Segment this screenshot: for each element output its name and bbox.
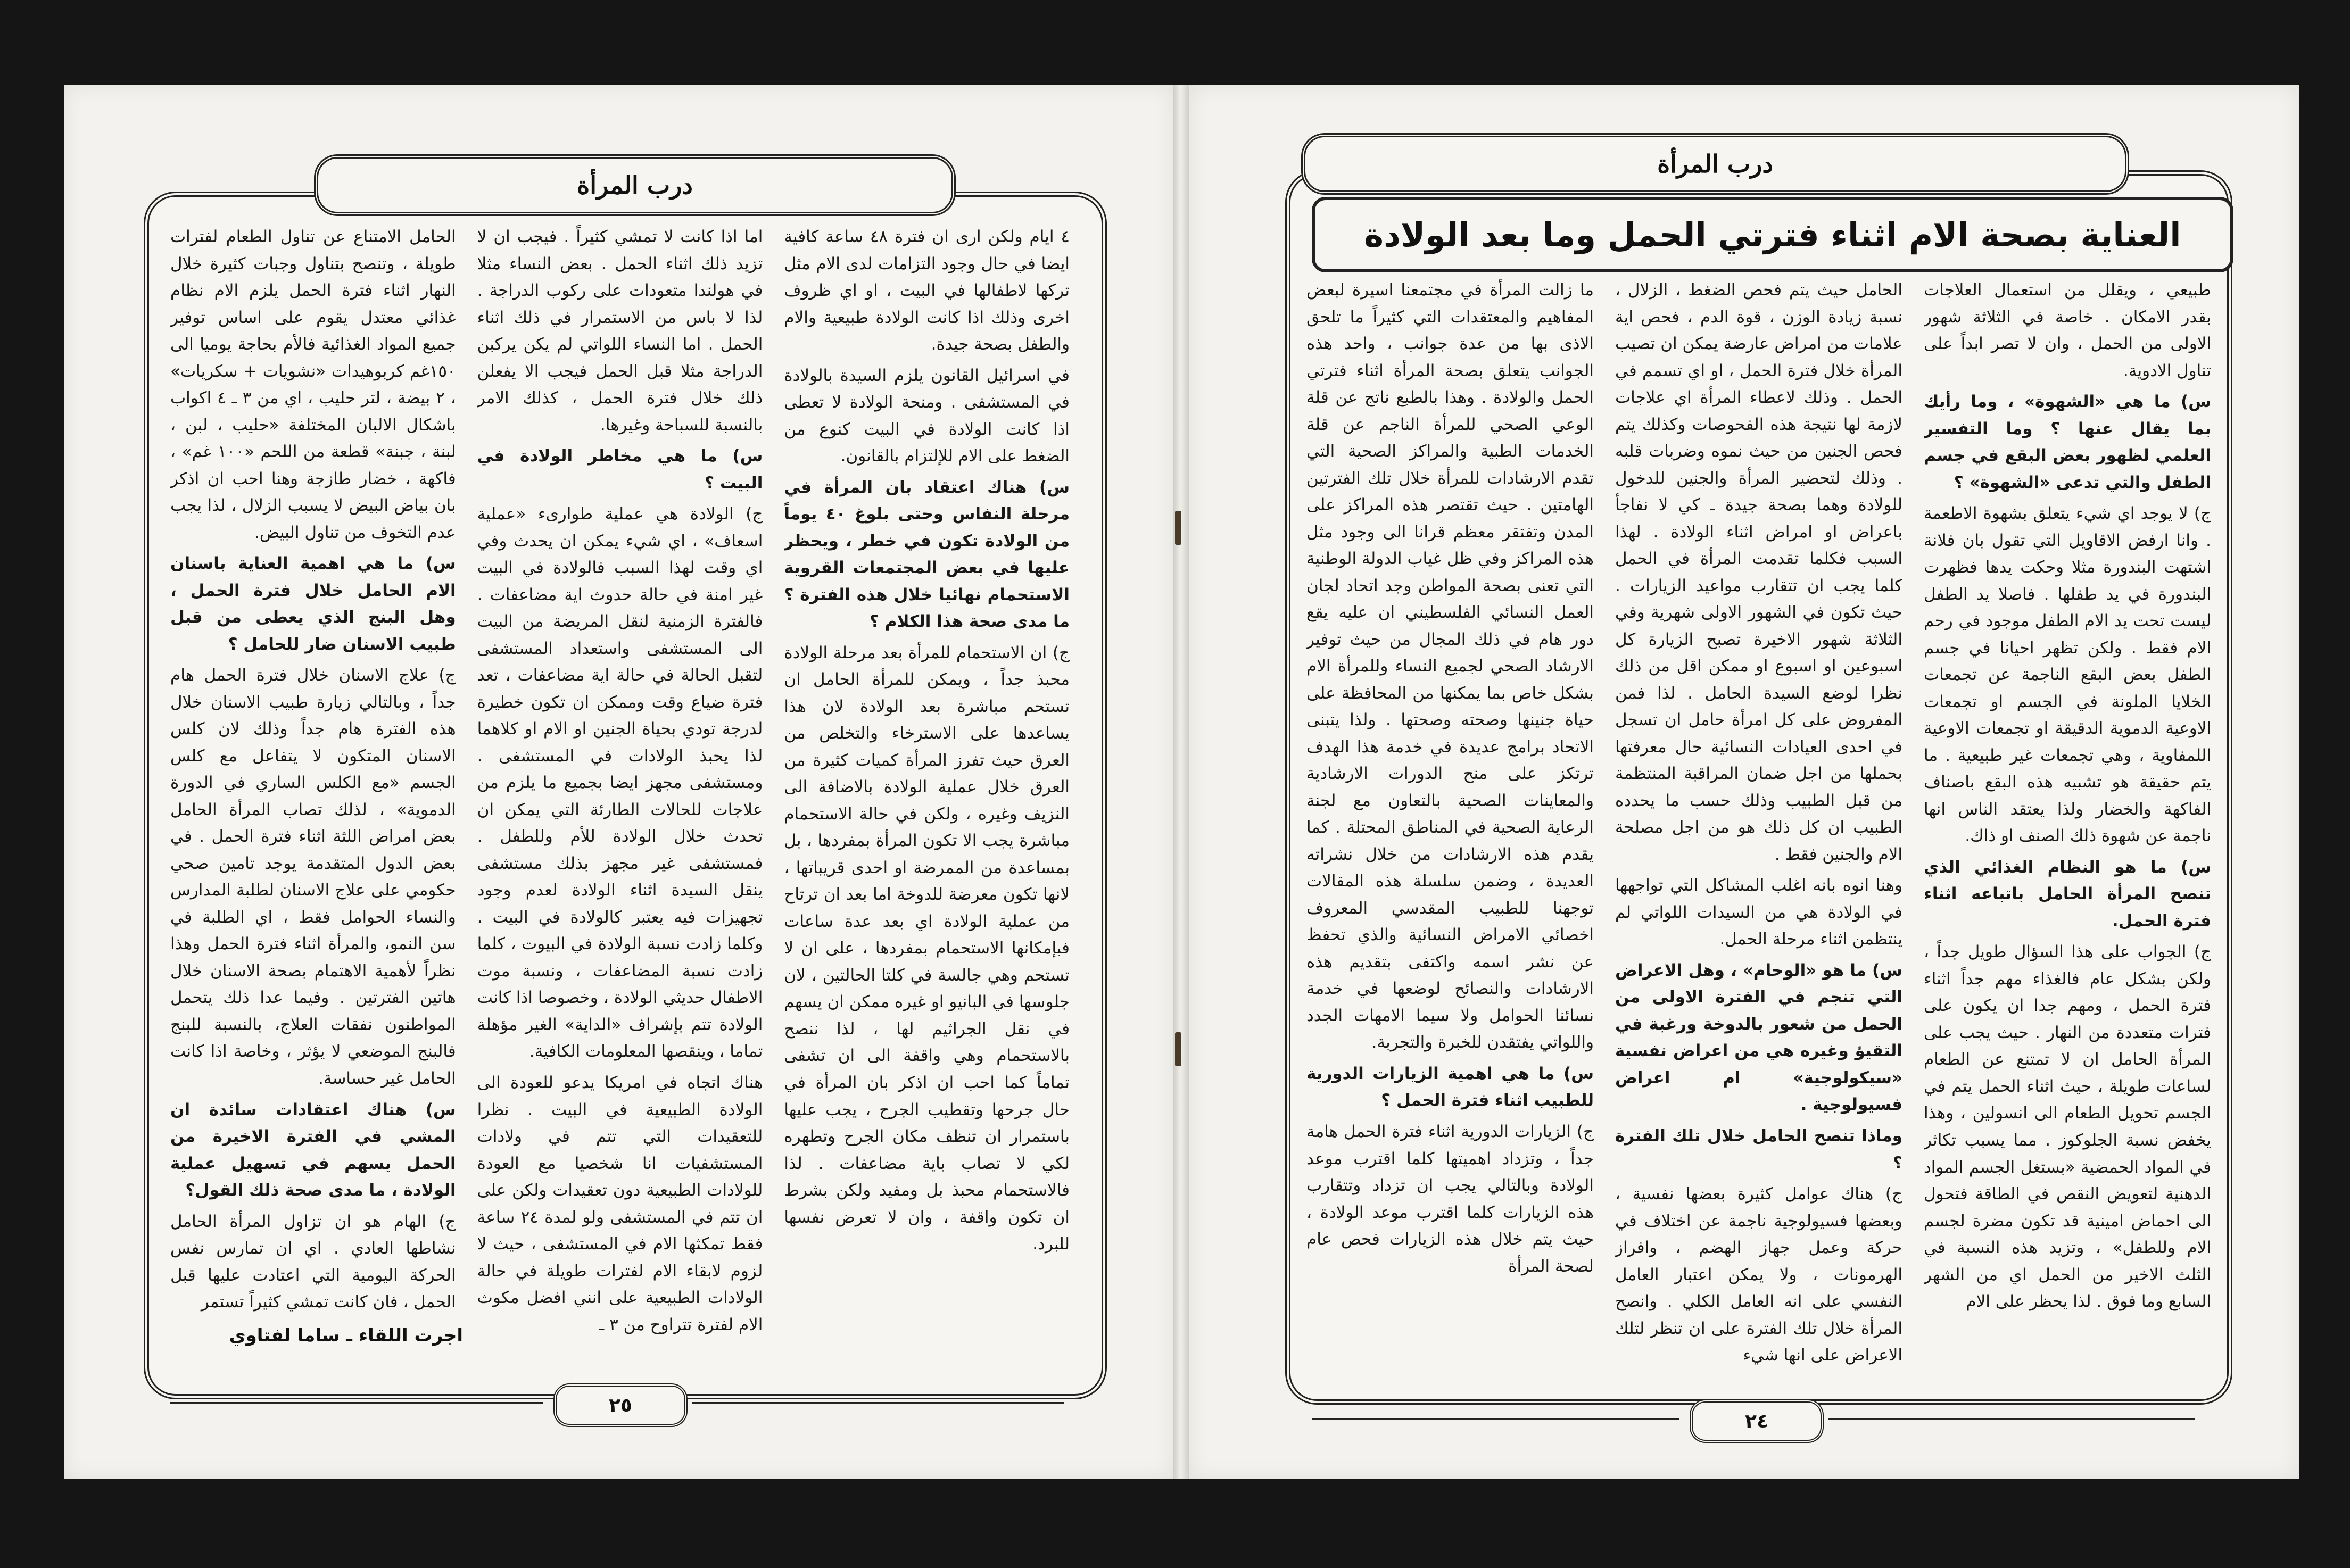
page-number: ٢٤ [1690, 1399, 1824, 1443]
interview-credit: اجرت اللقاء ـ ساما لفتاوي [229, 1325, 463, 1346]
divider [692, 1402, 1064, 1404]
question: س) هناك اعتقادات سائدة ان المشي في الفترة الاخيرة من الحمل يسهم في تسهيل عملية الولادة ، ما مدى صحة ذلك القول؟ [170, 1100, 456, 1200]
column-3 [1924, 277, 2211, 1367]
column-1 [170, 223, 456, 1351]
question: س) ما هي «الشهوة» ، وما رأيك بما يقال عنها ؟ وما التفسير العلمي لظهور بعض البقع في جسم الطفل والتي تدعى «الشهوة» ؟ [1924, 392, 2211, 492]
paragraph: ما زالت المرأة في مجتمعنا اسيرة لبعض المفاهيم والمعتقدات التي كثيراً ما تلحق الاذى بها من عدة جوانب ، واحد هذه الجوانب يتعلق بصحة المرأة اثناء فترتي الحمل والولادة . وهذا بالطبع ناتج عن قلة الوعي الصحي للمرأة الناجم عن قلة الخدمات الطبية والمراكز الصحية التي تقدم الارشادات للمرأة خلال تلك الفترتين الهامتين . حيث تقتصر هذه المراكز على المدن وتفتقر معظم قرانا الى وجود مثل هذه المراكز وفي ظل غياب الدولة الوطنية التي تعنى بصحة المواطن وجد اتحاد لجان العمل النسائي الفلسطيني ان عليه يقع دور هام في ذلك المجال من حيث توفير الارشاد الصحي لجميع النساء وللمرأة الام بشكل خاص بما يمكنها من المحافظة على حياة جنينها وصحته وصحتها . ولذا يتبنى الاتحاد برامج عديدة في خدمة هذا الهدف ترتكز على منح الدورات الارشادية والمعاينات الصحية بالتعاون مع لجنة الرعاية الصحية في المناطق المحتلة . كما يقدم هذه الارشادات من خلال نشراته العديدة ، وضمن سلسلة هذه المقالات توجهنا للطبيب المقدسي المعروف اخصائي الامراض النسائية والذي تحفظ عن نشر اسمه واكتفى بتقديم هذه الارشادات والنصائح لوضعها في خدمة نسائنا الحوامل ولا سيما الامهات الجدد واللواتي يفتقدن للخبرة والتجربة. [1306, 280, 1594, 1052]
answer: ج) علاج الاسنان خلال فترة الحمل هام جداً ، وبالتالي زيارة طبيب الاسنان خلال هذه الفترة هام جداً وذلك لان كلس الاسنان المتكون لا يتفاعل مع كلس الجسم «مع الكلس الساري في الدورة الدموية» ، لذلك تصاب المرأة الحامل بعض امراض اللثة اثناء فترة الحمل . في بعض الدول المتقدمة يوجد تامين صحي حكومي على علاج الاسنان لطلبة المدارس والنساء الحوامل فقط ، اي الطلبة في سن النمو، والمرأة اثناء فترة الحمل وهذا نظراً لأهمية الاهتمام بصحة الاسنان خلال هاتين الفترتين . وفيما عدا ذلك يتحمل المواطنون نفقات العلاج، بالنسبة للبنج فالبنج الموضعي لا يؤثر ، وخاصة اذا كانت الحامل غير حساسة. [170, 666, 456, 1088]
divider [1828, 1418, 2195, 1420]
divider [170, 1402, 543, 1404]
staple [1175, 1032, 1181, 1066]
column-1 [1306, 277, 1594, 1367]
answer: ج) الزيارات الدورية اثناء فترة الحمل هامة جداً ، وتزداد اهميتها كلما اقترب موعد الولادة وبالتالي يجب ان تزداد وتتقارب هذه الزيارات كلما اقترب موعد الولادة ، حيث يتم خلال هذه الزيارات فحص عام لصحة المرأة [1306, 1122, 1594, 1276]
article-columns [1306, 277, 2211, 1367]
paragraph: في اسرائيل القانون يلزم السيدة بالولادة في المستشفى . ومنحة الولادة لا تعطى اذا كانت الولادة في البيت كنوع من الضغط على الام للإلتزام بالقانون. [784, 366, 1070, 466]
section-header: درب المرأة [1301, 133, 2129, 195]
question: س) ما هو «الوحام» ، وهل الاعراض التي تنجم في الفترة الاولى من الحمل من شعور بالدوخة ورغبة في التقيؤ وغيره هي من اعراض نفسية «سيكولوجية» ام اعراض فسيولوجية . [1615, 960, 1902, 1115]
answer: ج) الولادة هي عملية طوارىء «عملية اسعاف» ، اي شيء يمكن ان يحدث وفي اي وقت لهذا السبب فالولادة في البيت غير امنة في حالة حدوث اية مضاعفات . فالفترة الزمنية لنقل المريضة من البيت الى المستشفى واستعداد المستشفى لتقبل الحالة في حالة اية مضاعفات ، تعد فترة ضياع وقت وممكن ان تكون خطيرة لدرجة تودي بحياة الجنين او الام او كلاهما لذا يحبذ الولادات في المستشفى . ومستشفى مجهز ايضا بجميع ما يلزم من علاجات للحالات الطارئة التي يمكن ان تحدث خلال الولادة للأم وللطفل . فمستشفى غير مجهز بذلك مستشفى ينقل السيدة اثناء الولادة لعدم وجود تجهيزات فيه يعتبر كالولادة في البيت . وكلما زادت نسبة الولادة في البيوت ، كلما زادت نسبة المضاعفات ، ونسبة موت الاطفال حديثي الولادة ، وخصوصا اذا كانت الولادة تتم بإشراف «الداية» الغير مؤهلة تماما ، وينقصها المعلومات الكافية. [477, 504, 763, 1061]
answer: ج) هناك عوامل كثيرة بعضها نفسية ، وبعضها فسيولوجية ناجمة عن اختلاف في حركة وعمل جهاز الهضم ، وافراز الهرمونات ، ولا يمكن اعتبار العامل النفسي على انه العامل الكلي . وانصح المرأة خلال تلك الفترة على ان تنظر لتلك الاعراض على انها شيء [1615, 1184, 1902, 1365]
answer: ج) ان الاستحمام للمرأة بعد مرحلة الولادة محبذ جداً ، ويمكن للمرأة الحامل ان تستحم مباشرة بعد الولادة لان هذا يساعدها على الاسترخاء والتخلص من العرق حيث تفرز المرأة كميات كثيرة من العرق خلال عملية الولادة بالاضافة الى النزيف وغيره ، ولكن في حالة الاستحمام مباشرة يجب الا تكون المرأة بمفردها ، بل بمساعدة من الممرضة او احدى قريباتها ، لانها تكون معرضة للدوخة اما بعد ان ترتاح من عملية الولادة اي بعد عدة ساعات فبإمكانها الاستحمام بمفردها ، على ان لا تستحم وهي جالسة في كلتا الحالتين ، لان جلوسها في البانيو او غيره ممكن ان يسهم في نقل الجراثيم لها ، لذا ننصح بالاستحمام وهي واقفة الى ان تشفى تماماً كما احب ان اذكر بان المرأة في حال جرحها وتقطيب الجرح ، يجب عليها باستمرار ان تنظف مكان الجرح وتطهره لكي لا تصاب باية مضاعفات . لذا فالاستحمام محبذ بل ومفيد ولكن بشرط ان تكون واقفة ، وان لا تعرض نفسها للبرد. [784, 643, 1070, 1254]
paragraph: هناك اتجاه في امريكا يدعو للعودة الى الولادة الطبيعية في البيت . نظرا للتعقيدات التي تتم في ولادات المستشفيات انا شخصيا مع العودة للولادات الطبيعية دون تعقيدات ولكن على ان تتم في المستشفى ولو لمدة ٢٤ ساعة فقط تمكثها الام في المستشفى ، حيث لا لزوم لابقاء الام لفترات طويلة في حالة الولادات الطبيعية على انني افضل مكوث الام لفترة تتراوح من ٣ ـ [477, 1073, 763, 1334]
page-number: ٢٥ [553, 1383, 688, 1427]
column-3 [784, 223, 1070, 1351]
question: س) ما هي اهمية الزيارات الدورية للطبيب اثناء فترة الحمل ؟ [1306, 1064, 1594, 1110]
paragraph: ٤ ايام ولكن ارى ان فترة ٤٨ ساعة كافية ايضا في حال وجود التزامات لدى الام مثل تركها لاطفالها في البيت ، او اي ظروف اخرى وذلك اذا كانت الولادة طبيعية والام والطفل بصحة جيدة. [784, 227, 1070, 354]
paragraph: الحامل الامتناع عن تناول الطعام لفترات طويلة ، وتنصح بتناول وجبات كثيرة خلال النهار اثناء فترة الحمل يلزم الام نظام غذائي معتدل يقوم على اساس توفير جميع المواد الغذائية فالأم بحاجة يوميا الى ١٥٠غم كربوهيدات «نشويات + سكريات» ، ٢ بيضة ، لتر حليب ، اي من ٣ ـ ٤ اكواب باشكال الالبان المختلفة «حليب ، لبن ، لبنة ، جبنة» قطعة من اللحم «١٠٠ غم» ، فاكهة ، خضار طازجة وهنا احب ان اذكر بان بياض البيض لا يسبب الزلال ، لذا يجب عدم التخوف من تناول البيض. [170, 227, 456, 542]
article-columns [170, 223, 1070, 1351]
column-2 [477, 223, 763, 1351]
right-page [1189, 85, 2299, 1479]
left-page [64, 85, 1173, 1479]
article-headline: العناية بصحة الام اثناء فترتي الحمل وما بعد الولادة [1312, 197, 2233, 272]
paragraph: الحامل حيث يتم فحص الضغط ، الزلال ، نسبة زيادة الوزن ، قوة الدم ، فحص اية علامات من امراض عارضة يمكن ان تصيب المرأة خلال فترة الحمل ، او اي تسمم في الحمل . وذلك لاعطاء المرأة اي علاجات لازمة لها نتيجة هذه الفحوصات وكذلك يتم فحص الجنين من حيث نموه وضربات قلبه . وذلك لتحضير المرأة والجنين للدخول للولادة وهما بصحة جيدة ـ كي لا نفاجأ باعراض او امراض اثناء الولادة . لهذا السبب فكلما تقدمت المرأة في الحمل كلما يجب ان تتقارب مواعيد الزيارات . حيث تكون في الشهور الاولى شهرية وفي الثلاثة شهور الاخيرة تصبح الزيارة كل اسبوعين او اسبوع او ممكن اقل من ذلك نظرا لوضع السيدة الحامل . لذا فمن المفروض على كل امرأة حامل ان تسجل في احدى العيادات النسائية حال معرفتها بحملها من اجل ضمان المراقبة المنتظمة من قبل الطبيب وذلك حسب ما يحدده الطبيب ان كل ذلك هو من اجل مصلحة الام والجنين فقط . [1615, 280, 1902, 864]
staple [1175, 511, 1181, 545]
question: س) ما هو النظام الغذائي الذي تنصح المرأة الحامل باتباعه اثناء فترة الحمل. [1924, 857, 2211, 931]
question: وماذا تنصح الحامل خلال تلك الفترة ؟ [1615, 1126, 1902, 1173]
question: س) هناك اعتقاد بان المرأة في مرحلة النفاس وحتى بلوغ ٤٠ يوماً من الولادة تكون في خطر ، ويحظر عليها في بعض المجتمعات القروية الاستحمام نهائيا خلال هذه الفترة ؟ ما مدى صحة هذا الكلام ؟ [784, 477, 1070, 632]
paragraph: طبيعي ، ويقلل من استعمال العلاجات بقدر الامكان . خاصة في الثلاثة شهور الاولى من الحمل ، وان لا تصر ابداً على تناول الادوية. [1924, 280, 2211, 380]
section-header: درب المرأة [314, 154, 956, 216]
answer: ج) الهام هو ان تزاول المرأة الحامل نشاطها العادي . اي ان تمارس نفس الحركة اليومية التي اعتادت عليها قبل الحمل ، فان كانت تمشي كثيراً تستمر [170, 1212, 456, 1312]
magazine-spread [64, 85, 2299, 1479]
paragraph: اما اذا كانت لا تمشي كثيراً . فيجب ان لا تزيد ذلك اثناء الحمل . بعض النساء مثلا في هولندا متعودات على ركوب الدراجة . لذا لا باس من الاستمرار في ذلك اثناء الحمل . اما النساء اللواتي لم يكن يركبن الدراجة مثلا قبل الحمل فيجب الا يفعلن ذلك خلال فترة الحمل ، كذلك الامر بالنسبة للسباحة وغيرها. [477, 227, 763, 435]
divider [1312, 1418, 1679, 1420]
answer: ج) الجواب على هذا السؤال طويل جداً ، ولكن بشكل عام فالغذاء مهم جداً اثناء فترة الحمل ، ومهم جدا ان يكون على فترات متعددة من النهار . حيث يجب على المرأة الحامل ان لا تمتنع عن الطعام لساعات طويلة ، حيث اثناء الحمل يتم في الجسم تحويل الطعام الى انسولين ، وهذا يخفض نسبة الجلوكوز . مما يسبب تكاثر في المواد الحمضية «بستغل الجسم المواد الدهنية لتعويض النقص في الطاقة فتحول الى احماض امينية قد تكون مضرة لجسم الام وللطفل» ، وتزيد هذه النسبة في الثلث الاخير من الحمل اي من الشهر السابع وما فوق . لذا يحظر على الام [1924, 942, 2211, 1312]
question: س) ما هي اهمية العناية باسنان الام الحامل خلال فترة الحمل ، وهل البنج الذي يعطى من قبل طبيب الاسنان ضار للحامل ؟ [170, 554, 456, 654]
column-2 [1615, 277, 1902, 1367]
spine-gutter [1173, 85, 1189, 1479]
paragraph: وهنا انوه بانه اغلب المشاكل التي تواجهها في الولادة هي من السيدات اللواتي لم ينتظمن اثناء مرحلة الحمل. [1615, 876, 1902, 949]
question: س) ما هي مخاطر الولادة في البيت ؟ [477, 446, 763, 493]
answer: ج) لا يوجد اي شيء يتعلق بشهوة الاطعمة . وانا ارفض الاقاويل التي تقول بان فلانة اشتهت البندورة مثلا وحكت يدها فظهرت البندورة في يد طفلها . فاصلا يد الطفل ليست تحت يد الام الطفل موجود في رحم الام فقط . ولكن تظهر احيانا في جسم الطفل بعض البقع الناجمة عن تجمعات الخلايا الملونة في الجسم او تجمعات الاوعية الدموية الدقيقة او تجمعات الاوعية اللمفاوية ، وهي تجمعات غير طبيعية . ما يتم حقيقة هو تشبيه هذه البقع باصناف الفاكهة والخضار ولذا يعتقد الناس انها ناجمة عن شهوة ذلك الصنف او ذاك. [1924, 504, 2211, 846]
